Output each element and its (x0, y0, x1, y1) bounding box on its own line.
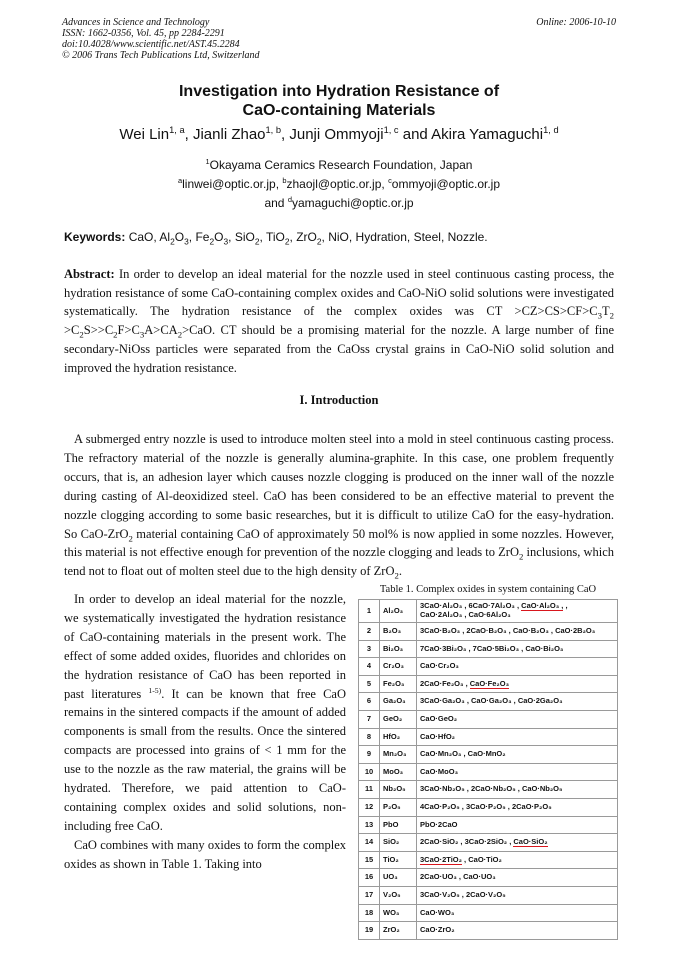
email-link[interactable]: ommyoji@optic.or.jp (391, 177, 501, 191)
row-number: 16 (359, 869, 380, 887)
oxide-cell: ZrO₂ (380, 922, 417, 940)
email-link[interactable]: linwei@optic.or.jp (182, 177, 276, 191)
compound-item: 2CaO·V₂O₅ (465, 889, 506, 899)
table-row (359, 816, 618, 834)
compound-item: CaO·UO₃ (463, 872, 496, 882)
row-number: 15 (359, 851, 380, 869)
compound-cell (417, 922, 618, 940)
keyword-item: TiO$_2$ (265, 230, 290, 247)
compound-cell: 3CaO·2TiO₂ , CaO·TiO₂ (417, 851, 618, 869)
compound-cell (417, 763, 618, 781)
intro-paragraph-2: In order to develop an ideal material for the nozzle, we systematically investigated the hydration resistance of CaO-containing materials in the present work. The effect of some added oxides, fluorides and chlorides on the hydration resistance of CaO has been reported in past literatures $^{1-5)}$. It can be known that free CaO remains in the sintered compacts if the amount of added components is small from the results. Once the sintered compacts are processed into grains of < 1 mm for the use to the nozzle as the raw material, the grains will be hydrated. Therefore, we paid attention to CaO-containing complex oxides and solid solutions, non-including free CaO. (64, 592, 346, 833)
table-row (359, 658, 618, 676)
journal-name: Advances in Science and Technology (62, 17, 210, 28)
table-row (359, 640, 618, 658)
keyword-item: CaO (128, 230, 154, 244)
compound-item: CaO·Mn₂O₃ (420, 749, 462, 759)
table-caption: Table 1. Complex oxides in system containing CaO (379, 584, 597, 595)
author-2: Jianli Zhao$^{1, b}$, (192, 125, 290, 143)
compound-cell (417, 904, 618, 922)
compound-item: 3CaO·Al₂O₃ (420, 601, 463, 611)
compound-cell: 3CaO·B₂O₃ , 2CaO·B₂O₃ , CaO·B₂O₃ , CaO·2B₂O₃ (417, 623, 618, 641)
table-row (359, 710, 618, 728)
compound-item: 3CaO·Nb₂O₅ (420, 784, 465, 794)
compound-item: CaO·2Ga₂O₃ (517, 696, 563, 706)
oxide-cell: Al₂O₃ (380, 600, 417, 623)
email-link[interactable]: zhaojl@optic.or.jp (286, 177, 382, 191)
row-number: 6 (359, 693, 380, 711)
compound-item: PbO·2CaO (420, 819, 458, 829)
table-row (359, 728, 618, 746)
table-row (359, 886, 618, 904)
table-row (359, 851, 618, 869)
keyword-item: Hydration (355, 230, 407, 244)
compound-cell: 3CaO·Al₂O₃ , 6CaO·7Al₂O₃ , CaO·Al₂O₃ , , CaO·2Al₂O₃ , CaO·6Al₂O₃ (417, 600, 618, 623)
compound-item: CaO·Al₂O₃ , (521, 601, 564, 611)
journal-header (62, 17, 260, 61)
oxide-cell: UO₃ (380, 869, 417, 887)
row-number: 3 (359, 640, 380, 658)
compound-item: 2CaO·UO₃ (420, 872, 457, 882)
compound-item: CaO·SiO₂ (513, 837, 548, 847)
keyword-item: $Fe_2O_3$ (195, 230, 229, 247)
row-number: 12 (359, 798, 380, 816)
oxide-cell: MoO₃ (380, 763, 417, 781)
table-row (359, 834, 618, 852)
author-3: Junji Ommyoji$^{1, c}$ and (289, 125, 432, 143)
affiliation-name: $^1$Okayama Ceramics Research Foundation, Japan (205, 157, 473, 172)
compound-cell: 7CaO·3Bi₂O₃ , 7CaO·5Bi₂O₃ , CaO·Bi₂O₃ (417, 640, 618, 658)
compound-cell (417, 728, 618, 746)
compound-item: CaO·Nb₂O₅ (521, 784, 563, 794)
table-row (359, 600, 618, 623)
keyword-item: NiO (328, 230, 349, 244)
compound-item: 4CaO·P₂O₅ (420, 801, 460, 811)
compound-item: CaO·WO₃ (420, 907, 455, 917)
compound-item: CaO·GeO₂ (420, 713, 458, 723)
row-number: 5 (359, 675, 380, 693)
table-row (359, 798, 618, 816)
oxide-cell: Cr₂O₃ (380, 658, 417, 676)
compound-item: CaO·6Al₂O₃ (468, 610, 511, 619)
keywords-line (64, 230, 614, 247)
table-row (359, 693, 618, 711)
table-row (359, 922, 618, 940)
author-4: Akira Yamaguchi$^{1, d}$ (431, 125, 559, 143)
complex-oxide-table (358, 599, 618, 940)
keywords-list: CaO, $Al_2O_3$, $Fe_2O_3$, SiO$_2$, TiO$_2$, ZrO$_2$, NiO, Hydration, Steel, Nozzle. (128, 230, 488, 247)
compound-cell: 4CaO·P₂O₅ , 3CaO·P₂O₅ , 2CaO·P₂O₅ (417, 798, 618, 816)
oxide-cell: GeO₂ (380, 710, 417, 728)
compound-item: CaO·HfO₂ (420, 731, 455, 741)
table-row (359, 623, 618, 641)
row-number: 10 (359, 763, 380, 781)
compound-cell: 2CaO·SiO₂ , 3CaO·2SiO₂ , CaO·SiO₂ (417, 834, 618, 852)
email-last: and $^d$yamaguchi@optic.or.jp (264, 195, 414, 210)
oxide-cell: P₂O₅ (380, 798, 417, 816)
table-row (359, 763, 618, 781)
oxide-cell: V₂O₅ (380, 886, 417, 904)
oxide-cell: PbO (380, 816, 417, 834)
compound-item: CaO·2B₂O₃ (555, 626, 596, 635)
compound-item: CaO·2Al₂O₃ (420, 610, 463, 619)
compound-item: 6CaO·7Al₂O₃ (468, 601, 515, 611)
oxide-cell: TiO₂ (380, 851, 417, 869)
compound-item: 2CaO·B₂O₃ (466, 626, 507, 635)
row-number: 17 (359, 886, 380, 904)
affiliation-block (0, 156, 678, 213)
email-link[interactable]: yamaguchi@optic.or.jp (291, 196, 414, 210)
compound-item: 2CaO·SiO₂ (420, 837, 459, 847)
row-number: 4 (359, 658, 380, 676)
keyword-item: Steel (413, 230, 441, 244)
compound-item: CaO·Fe₂O₃ (469, 678, 510, 688)
compound-item: CaO·ZrO₂ (420, 925, 455, 935)
compound-item: 3CaO·2SiO₂ (464, 837, 508, 847)
email-list: $^a$linwei@optic.or.jp, $^b$zhaojl@optic.or.jp, $^c$ommyoji@optic.or.jp (177, 176, 501, 191)
paper-title (0, 82, 678, 120)
compound-item: CaO·MnO₂ (467, 749, 506, 759)
row-number: 9 (359, 746, 380, 764)
doi-line: doi:10.4028/www.scientific.net/AST.45.2284 (62, 39, 240, 50)
oxide-cell: HfO₂ (380, 728, 417, 746)
compound-item: 3CaO·2TiO₂ (420, 854, 462, 864)
citation-ref: 1-5) (148, 685, 162, 695)
row-number: 8 (359, 728, 380, 746)
compound-cell: CaO·Mn₂O₃ , CaO·MnO₂ (417, 746, 618, 764)
compound-cell (417, 710, 618, 728)
intro-paragraph-3: CaO combines with many oxides to form the complex oxides as shown in Table 1. Taking into (64, 837, 346, 871)
title-line-1: Investigation into Hydration Resistance of (178, 83, 500, 100)
compound-item: 3CaO·B₂O₃ (420, 626, 461, 635)
oxide-cell: Nb₂O₅ (380, 781, 417, 799)
compound-item: 2CaO·P₂O₅ (511, 801, 552, 811)
section-heading: I. Introduction (299, 393, 379, 407)
table-row (359, 781, 618, 799)
keyword-item: Nozzle. (447, 230, 488, 244)
intro-paragraph-1: A submerged entry nozzle is used to introduce molten steel into a mold in steel continuous casting process. The refractory material of the nozzle is generally alumina-graphite. In this case, one problem frequently occurs, that is, an adhesion layer which causes nozzle clogging is produced on the inner wall of the nozzle during casting of Al-deoxidized steel. CaO has been considered to be an effective material to prevent the nozzle clogging according to some basic researches, but it is difficult to utilize CaO for the easy-hydration. So CaO-ZrO$_2$ material containing CaO of approximately 50 mol% is now applied in some nozzles. However, this material is not effective enough for prevention of the nozzle clogging and leads to ZrO$_2$ inclusions, which tend not to float out of molten steel due to the high density of ZrO$_2$. (64, 432, 614, 581)
compound-cell: 3CaO·V₂O₅ , 2CaO·V₂O₅ (417, 886, 618, 904)
row-number: 18 (359, 904, 380, 922)
issn-line: ISSN: 1662-0356, Vol. 45, pp 2284-2291 (62, 28, 225, 39)
row-number: 11 (359, 781, 380, 799)
compound-item: 7CaO·5Bi₂O₃ (472, 643, 520, 653)
compound-item: CaO·TiO₂ (468, 854, 502, 864)
author-list (0, 126, 678, 143)
row-number: 19 (359, 922, 380, 940)
copyright-line: © 2006 Trans Tech Publications Ltd, Switzerland (62, 50, 260, 61)
abstract-label: Abstract: (64, 267, 115, 281)
oxide-cell: WO₃ (380, 904, 417, 922)
keyword-item: $Al_2O_3$ (159, 230, 189, 247)
compound-item: 2CaO·Fe₂O₃ (420, 678, 464, 688)
abstract: Abstract: In order to develop an ideal material for the nozzle used in steel continuous casting process, the hydration resistance of some CaO-containing complex oxides and CaO-NiO solid solutions were investigated systematically. The hydration resistance of the complex oxides was CT $>CZ>CS>CF>C_3T_2 >C_2S>>C_2F>C_3A>CA_2>CaO$. CT should be a promising material for the nozzle. A large number of fine secondary-NiOss particles were separated from the CaOss crystal grains in CaO-NiO solid solution and improved the hydration resistance. (64, 267, 615, 375)
keyword-item: SiO$_2$ (234, 230, 260, 247)
compound-item: CaO·Bi₂O₃ (525, 643, 564, 653)
compound-item: 3CaO·P₂O₅ (465, 801, 506, 811)
left-column (64, 590, 346, 874)
oxide-cell: Ga₂O₃ (380, 693, 417, 711)
compound-item: CaO·Ga₂O₃ (471, 696, 512, 706)
keywords-label: Keywords: (64, 230, 126, 244)
row-number: 14 (359, 834, 380, 852)
row-number: 2 (359, 623, 380, 641)
keyword-item: ZrO$_2$ (296, 230, 322, 247)
compound-item: 2CaO·Nb₂O₅ (470, 784, 516, 794)
title-line-2: CaO-containing Materials (242, 102, 436, 119)
compound-item: CaO·MoO₃ (420, 766, 459, 776)
compound-cell: 2CaO·Fe₂O₃ , CaO·Fe₂O₃ (417, 675, 618, 693)
oxide-cell: Bi₂O₃ (380, 640, 417, 658)
row-number: 13 (359, 816, 380, 834)
oxide-cell: Fe₂O₃ (380, 675, 417, 693)
row-number: 1 (359, 600, 380, 623)
compound-cell (417, 816, 618, 834)
table-row (359, 675, 618, 693)
oxide-cell: B₂O₃ (380, 623, 417, 641)
table-row (359, 904, 618, 922)
online-date: Online: 2006-10-10 (536, 17, 616, 28)
compound-item: 7CaO·3Bi₂O₃ (420, 643, 467, 653)
compound-item: 3CaO·Ga₂O₃ (420, 696, 465, 706)
compound-cell: 3CaO·Ga₂O₃ , CaO·Ga₂O₃ , CaO·2Ga₂O₃ (417, 693, 618, 711)
author-1: Wei Lin$^{1, a}$, (119, 125, 193, 143)
oxide-cell: Mn₂O₃ (380, 746, 417, 764)
row-number: 7 (359, 710, 380, 728)
table-row (359, 746, 618, 764)
oxide-cell: SiO₂ (380, 834, 417, 852)
compound-item: CaO·Cr₂O₃ (420, 661, 459, 671)
compound-cell: 3CaO·Nb₂O₅ , 2CaO·Nb₂O₅ , CaO·Nb₂O₅ (417, 781, 618, 799)
table-row (359, 869, 618, 887)
compound-cell (417, 658, 618, 676)
compound-item: 3CaO·V₂O₅ (420, 889, 460, 899)
compound-item: CaO·B₂O₃ (512, 626, 549, 635)
compound-cell: 2CaO·UO₃ , CaO·UO₃ (417, 869, 618, 887)
